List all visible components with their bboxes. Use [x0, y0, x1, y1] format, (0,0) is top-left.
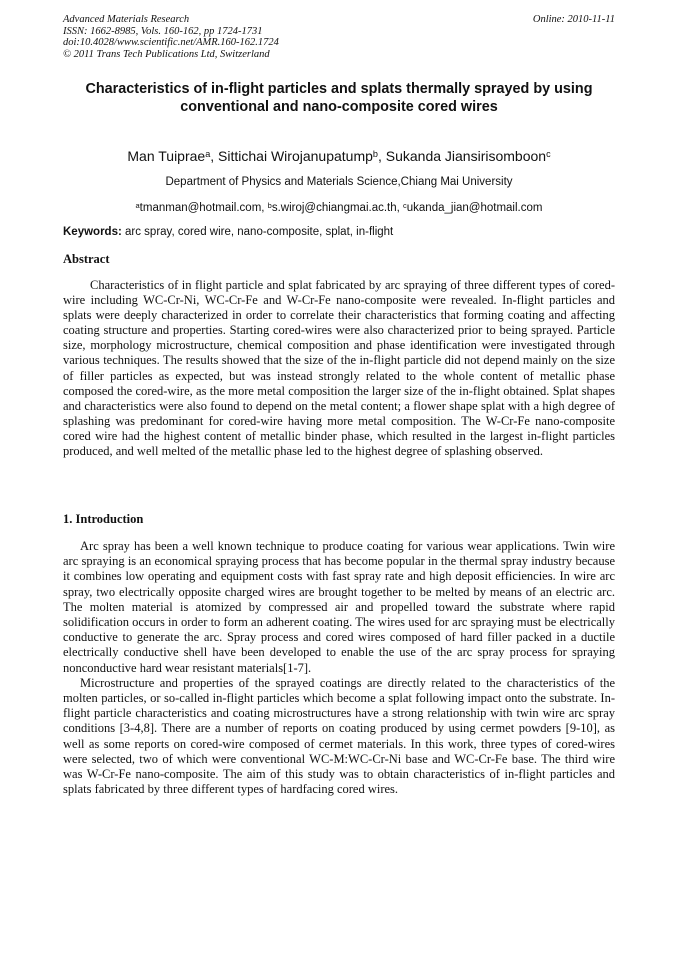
paper-title: Characteristics of in-flight particles and splats thermally sprayed by using conventional and nano-composite cored wires [85, 81, 593, 115]
author-affil-mark: a [205, 148, 211, 159]
journal-name: Advanced Materials Research [63, 14, 190, 25]
author-email: s.wiroj@chiangmai.ac.th [271, 202, 397, 214]
author-name: Sittichai Wirojanupatump [218, 148, 373, 164]
author-email: ukanda_jian@hotmail.com [406, 202, 543, 214]
journal-header [63, 14, 615, 60]
email-mark: a [135, 200, 140, 210]
section-heading: 1. Introduction [63, 512, 144, 526]
keywords-label: Keywords: [63, 226, 122, 238]
paragraph: Arc spray has been a well known technique to produce coating for various wear applications. Twin wire arc spraying is an economical spraying process that has become popular in the thermal spray industry because it combines low operating and equipment costs with fast spray rate and high deposit efficiencies. In wire arc spray, two electrically opposite charged wires are brought together to be melted by means of an electric arc. The molten material is atomized by compressed air and propelled toward the substrate where rapid solidification occurs in order to form an adherent coating. The wires used for arc spraying must be electrically conductive to generate the arc. Spray process and cored wires composed of hard filler packed in a ductile electrically conductive shell have been developed to enable the use of the arc spray process for spraying nonconductive hard wear resistant materials[1-7]. [63, 539, 615, 675]
affiliation: Department of Physics and Materials Science,Chiang Mai University [165, 176, 513, 188]
keywords [63, 225, 615, 239]
author-affil-mark: c [546, 148, 551, 159]
email-list: $^a$tmanman@hotmail.com, $^b$s.wiroj@chiangmai.ac.th, $^c$ukanda_jian@hotmail.com [135, 200, 543, 214]
online-date: Online: 2010-11-11 [532, 14, 615, 25]
email-mark: b [267, 200, 272, 210]
introduction-body [63, 539, 615, 797]
author-name: Sukanda Jiansirisomboon [385, 148, 547, 164]
abstract-text: Characteristics of in flight particle and splat fabricated by arc spraying of three different types of cored-wire including WC-Cr-Ni, WC-Cr-Fe and W-Cr-Fe nano-composite were revealed. In-flight particles and splats were deeply characterized in order to correlate their characteristics that forming coating and affecting coating structure and properties. Starting cored-wires were also characterized prior to being sprayed. Particle size, morphology microstructure, chemical composition and phase identification were investigated through various techniques. The results showed that the size of the in-flight particle did not depend mainly on the size of filler particles as expected, but was instead strongly related to the whole content of metallic phase composed the cored-wire, as the more metal composition the larger size of the in-flight obtained. Splat shapes and characteristics were also found to depend on the metal content; a flower shape splat with a high degree of splashing was predominant for cored-wire having more metal composition. The W-Cr-Fe nano-composite cored wire had the highest content of metallic binder phase, which resulted in the largest in-flight particles produced, and well melted of the metallic phase led to the highest degree of splashing observed. [63, 278, 615, 459]
journal-copyright: © 2011 Trans Tech Publications Ltd, Switzerland [63, 48, 270, 60]
author-email: tmanman@hotmail.com [139, 202, 262, 214]
keywords-text: arc spray, cored wire, nano-composite, splat, in-flight [125, 226, 394, 238]
author-name: Man Tuiprae [127, 148, 206, 164]
email-mark: c [403, 200, 407, 210]
paragraph: Microstructure and properties of the sprayed coatings are directly related to the characteristics of the molten particles, or so-called in-flight particles which become a splat following impact onto the substrate. In-flight particle characteristics and coating microstructures have a strong relationship with twin wire arc spray conditions [3-4,8]. There are a number of reports on coating produced by using cermet powders [9-10], as well as some reports on cored-wire composed of cermet materials. In this work, three types of cored-wires were selected, two of which were conventional WC-M:WC-Cr-Ni base and WC-Cr-Fe base. The third wire was W-Cr-Fe nano-composite. The aim of this study was to obtain characteristics of in-flight particles and splats fabricated by three different types of hardfacing cored wires. [63, 675, 615, 797]
journal-issn: ISSN: 1662-8985, Vols. 160-162, pp 1724-1731 [63, 25, 263, 37]
journal-doi: doi:10.4028/www.scientific.net/AMR.160-162.1724 [63, 37, 279, 49]
author-list: Man Tuiprae$^a$, Sittichai Wirojanupatump$^b$, Sukanda Jiansirisomboon$^c$ [127, 148, 551, 164]
abstract-heading: Abstract [63, 252, 110, 266]
author-affil-mark: b [372, 148, 378, 159]
